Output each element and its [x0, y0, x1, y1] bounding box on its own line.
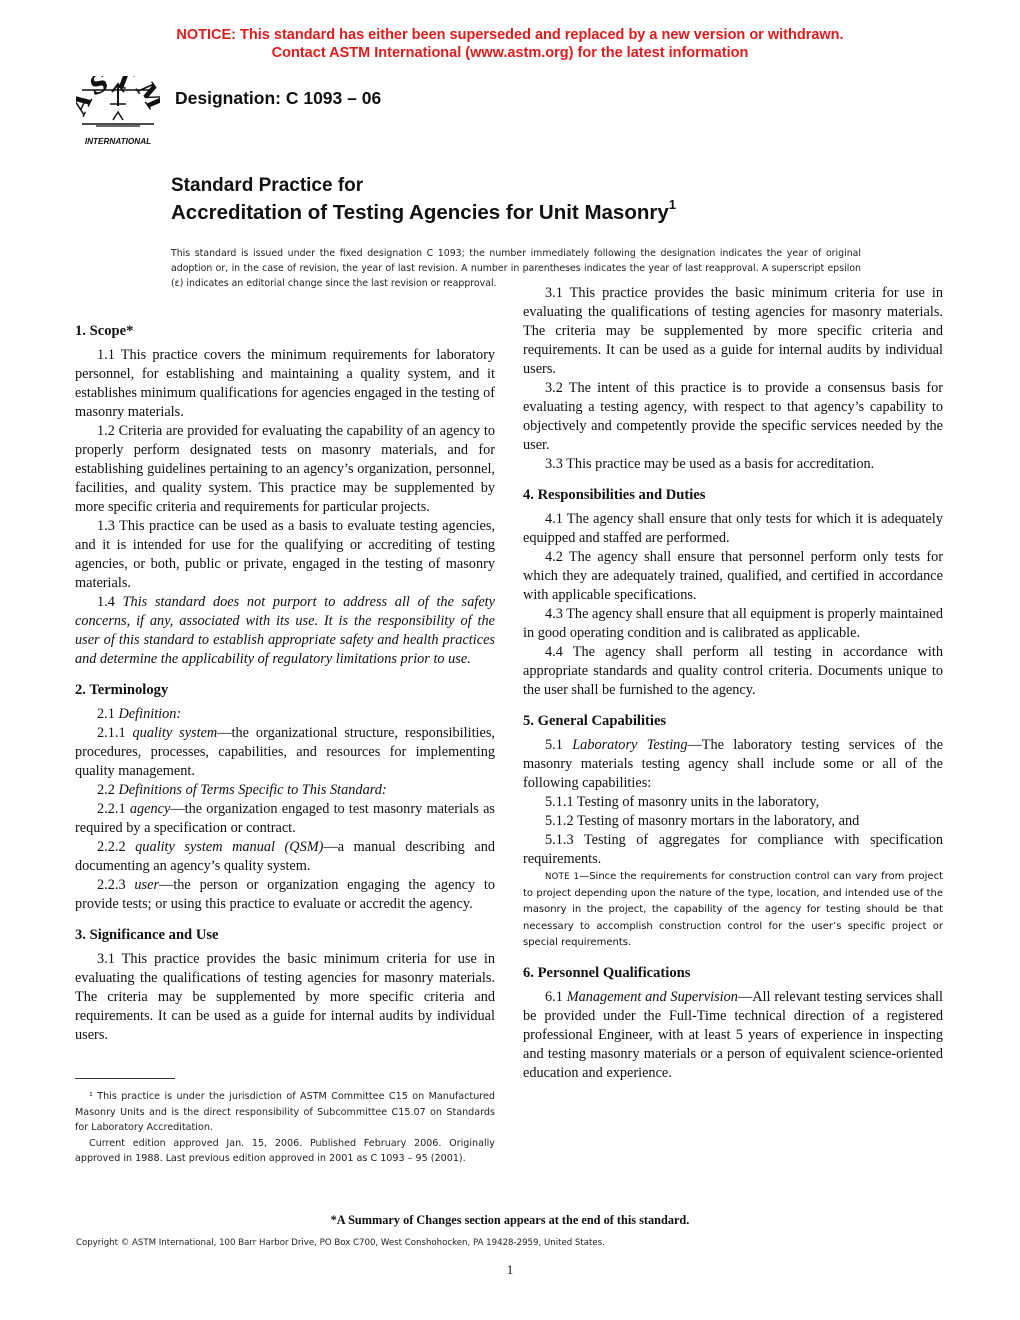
section-2-heading: 2. Terminology: [75, 682, 169, 698]
note-1: [523, 869, 943, 952]
paragraph-2-1-1: [75, 724, 495, 781]
paragraph-5-1-3: 5.1.3 Testing of aggregates for compliance with specification requirements.: [523, 832, 943, 867]
page-number: 1: [506, 1262, 514, 1277]
footnotes: [75, 1089, 495, 1167]
paragraph-6-1: [523, 988, 943, 1083]
paragraph-2-2-2: [75, 838, 495, 876]
paragraph-3-3: 3.3 This practice may be used as a basis for accreditation.: [545, 456, 875, 472]
paragraph-1-1: 1.1 This practice covers the minimum requirements for laboratory personnel, for establishing and maintaining a quality system, and it establishes minimum qualifications for agencies engaged in the testing of masonry materials.: [75, 347, 495, 420]
footnote-1: ¹ This practice is under the jurisdiction of ASTM Committee C15 on Manufactured Masonry Units and is the direct responsibility of Subcommittee C15.07 on Standards for Laboratory Accreditation.: [75, 1091, 495, 1134]
paragraph-1-2: 1.2 Criteria are provided for evaluating the capability of an agency to properly perform designated tests on masonry materials, and for establishing guidelines pertaining to an agency’s organization, personnel, facilities, and quality system. This practice may be supplemented by more specific criteria and requirements for particular projects.: [75, 423, 495, 515]
paragraph-2-2-2-text: —a manual describing and documenting an agency’s quality system.: [75, 839, 496, 874]
title-line-2: [171, 199, 676, 225]
paragraph-2-1-number: 2.1: [97, 706, 115, 722]
notice-line-1: NOTICE: This standard has either been superseded and replaced by a new version or withdrawn.: [176, 27, 844, 43]
paragraph-4-1: 4.1 The agency shall ensure that only tests for which it is adequately equipped and staffed are performed.: [523, 511, 943, 546]
notice-line-2: Contact ASTM International (www.astm.org) for the latest information: [271, 45, 749, 61]
paragraph-2-2-text: Definitions of Terms Specific to This Standard:: [118, 782, 387, 798]
section-6-heading: 6. Personnel Qualifications: [523, 964, 691, 981]
paragraph-2-1-text: Definition:: [118, 706, 182, 722]
logo-subtext: INTERNATIONAL: [84, 137, 152, 146]
paragraph-2-2-number: 2.2: [97, 782, 115, 798]
paragraph-4-3: 4.3 The agency shall ensure that all equipment is properly maintained in good operating condition and is calibrated as applicable.: [523, 606, 943, 641]
footnote-divider: [75, 1078, 175, 1079]
paragraph-2-2: [75, 781, 495, 800]
paragraph-5-1-text: —The laboratory testing services of the masonry materials testing agency shall include some or all of the following capabilities:: [523, 737, 943, 791]
paragraph-5-1-number: 5.1: [545, 737, 563, 753]
paragraph-2-1: [75, 705, 495, 724]
paragraph-2-2-3: [75, 876, 495, 914]
term-user: user: [134, 877, 160, 893]
paragraph-4-4: 4.4 The agency shall perform all testing in accordance with appropriate standards and quality control criteria. Documents unique to the user shall be furnished to the agency.: [523, 644, 943, 698]
paragraph-2-2-2-number: 2.2.2: [97, 839, 126, 855]
term-management-supervision: Management and Supervision: [566, 988, 738, 1005]
note-1-text: —Since the requirements for construction control can vary from project to project depending upon the nature of the type, location, and intended use of the masonry in the project, the capability of the agency for testing should be that necessary to accomplish construction control for the user’s specific project or special requirements.: [523, 871, 943, 948]
section-4-heading: 4. Responsibilities and Duties: [523, 487, 706, 503]
term-qsm: quality system manual (QSM): [135, 839, 324, 855]
summary-of-changes-note: *A Summary of Changes section appears at the end of this standard.: [330, 1213, 690, 1227]
title-line-1: Standard Practice for: [171, 175, 364, 196]
paragraph-6-1-number: 6.1: [545, 988, 563, 1005]
issuance-paragraph: This standard is issued under the fixed designation C 1093; the number immediately following the designation indicates the year of original adoption or, in the case of revision, the year of last revision. A number in parentheses indicates the year of last reapproval. A superscript epsilon (ε) indicates an editorial change since the last revision or reapproval.: [171, 248, 861, 289]
title-main: Accreditation of Testing Agencies for Unit Masonry: [171, 200, 669, 224]
term-quality-system: quality system: [132, 725, 218, 741]
footnote-edition: Current edition approved Jan. 15, 2006. Published February 2006. Originally approved in 1988. Last previous edition approved in 2001 as C 1093 – 95 (2001).: [75, 1137, 495, 1165]
paragraph-3-1: 3.1 This practice provides the basic minimum criteria for use in evaluating the qualifications of testing agencies for masonry materials. The criteria may be supplemented by more specific criteria and requirements. It can be used as a guide for internal audits by individual users.: [75, 951, 495, 1043]
paragraph-2-1-1-text: —the organizational structure, responsibilities, procedures, processes, capabilities, and resources for implementing quality management.: [75, 725, 495, 779]
paragraph-2-2-3-text: —the person or organization engaging the agency to provide tests; or using this practice to evaluate or accredit the agency.: [75, 877, 496, 912]
paragraph-5-1-2: 5.1.2 Testing of masonry mortars in the laboratory, and: [545, 813, 860, 829]
title-footnote-mark: 1: [668, 197, 676, 212]
paragraph-2-2-1-text: —the organization engaged to test masonry materials as required by a specification or contract.: [75, 801, 495, 836]
paragraph-5-1: [523, 736, 943, 793]
term-agency: agency: [129, 801, 171, 817]
paragraph-1-4-text: This standard does not purport to address all of the safety concerns, if any, associated with its use. It is the responsibility of the user of this standard to establish appropriate safety and health practices and determine the applicability of regulatory limitations prior to use.: [75, 594, 495, 667]
paragraph-4-2: 4.2 The agency shall ensure that personnel perform only tests for which they are adequately trained, qualified, and certified in accordance with applicable specifications.: [523, 549, 943, 603]
astm-logo: [76, 76, 160, 148]
copyright-line: Copyright © ASTM International, 100 Barr Harbor Drive, PO Box C700, West Conshohocken, PA 19428-2959, United States.: [76, 1238, 605, 1248]
paragraph-3-1-continued-text: 3.1 This practice provides the basic minimum criteria for use in evaluating the qualifications of testing agencies for masonry materials. The criteria may be supplemented by more specific criteria and requirements. It can be used as a guide for internal audits by individual users.: [523, 285, 943, 377]
note-1-label: NOTE 1: [545, 872, 580, 882]
paragraph-2-2-3-number: 2.2.3: [97, 877, 126, 893]
designation: Designation: C 1093 – 06: [175, 88, 382, 108]
right-column: [523, 285, 943, 1083]
paragraph-2-2-1: [75, 800, 495, 838]
astm-logo-icon: [76, 76, 160, 148]
section-5-heading: 5. General Capabilities: [523, 713, 667, 729]
paragraph-2-2-1-number: 2.2.1: [97, 801, 126, 817]
paragraph-3-2: 3.2 The intent of this practice is to provide a consensus basis for evaluating a testing agency, with respect to that agency’s capability to objectively and competently provide the specific services needed by the user.: [523, 380, 943, 453]
paragraph-1-3: 1.3 This practice can be used as a basis to evaluate testing agencies, and it is intended for use for the qualifying or accrediting of testing agencies, or both, public or private, engaged in the testing of masonry materials.: [75, 518, 495, 591]
supersession-notice: [0, 26, 1020, 62]
paragraph-6-1-text: —All relevant testing services shall be provided under the Full-Time technical direction of a registered professional Engineer, with at least 5 years of experience in inspecting and testing masonry materials or a person of equivalent science-oriented education and experience.: [523, 988, 943, 1081]
paragraph-1-4: [75, 593, 495, 669]
section-1-heading: 1. Scope*: [75, 323, 134, 339]
paragraph-3-1-continued: [523, 285, 943, 379]
paragraph-2-1-1-number: 2.1.1: [97, 725, 126, 741]
term-laboratory-testing: Laboratory Testing: [572, 737, 688, 753]
left-column: [75, 322, 496, 1043]
paragraph-5-1-1: 5.1.1 Testing of masonry units in the laboratory,: [545, 794, 820, 810]
section-3-heading: 3. Significance and Use: [75, 927, 219, 943]
logo-text: ST: [84, 76, 138, 102]
paragraph-1-4-number: 1.4: [97, 594, 115, 610]
